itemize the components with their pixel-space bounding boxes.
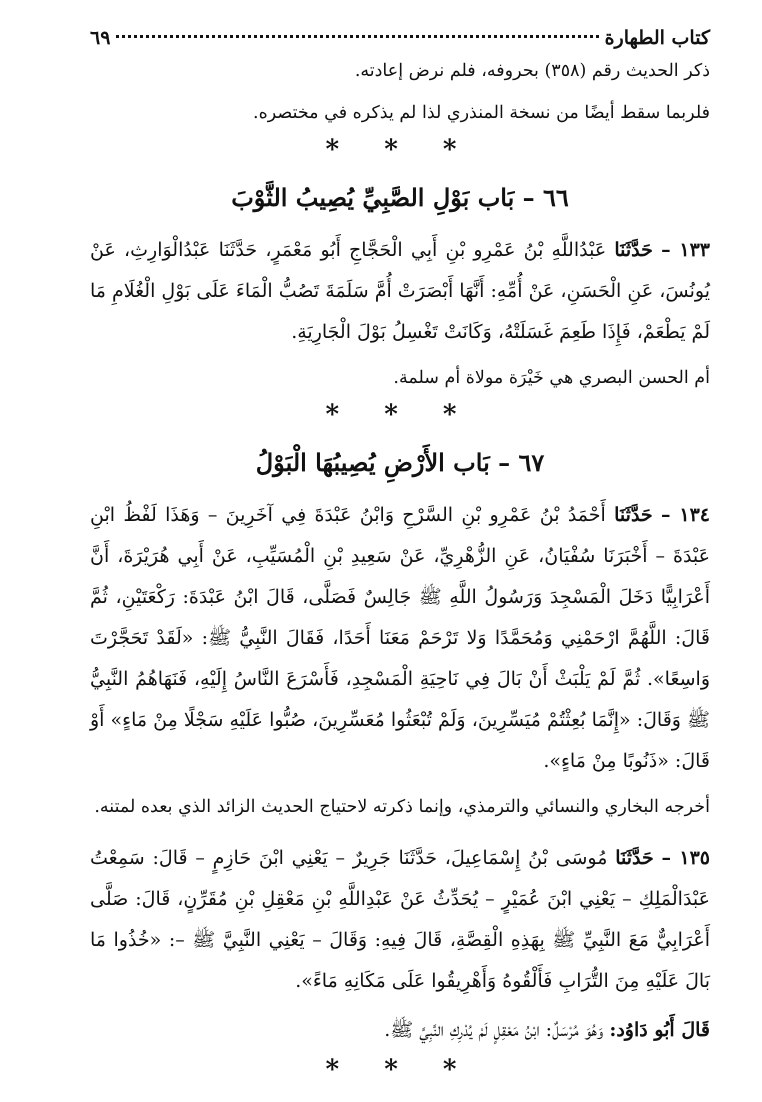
hadith-paragraph	[90, 495, 710, 782]
commentary-text: أم الحسن البصري هي خَيْرَة مولاة أم سلمة.	[393, 368, 710, 388]
footnote-text: فلربما سقط أيضًا من نسخة المنذري لذا لم يذكره في مختصره.	[253, 103, 710, 123]
book-page	[90, 24, 710, 1090]
section-separator: * * *	[325, 135, 475, 165]
hadith-number: ١٣٥ –	[661, 847, 710, 869]
section-separator: * * *	[325, 400, 475, 430]
book-title: كتاب الطهارة	[604, 27, 710, 49]
abu-dawud-comment	[90, 1010, 710, 1050]
hadith-text: أَحْمَدُ بْنُ عَمْرِو بْنِ السَّرْحِ وَابْنُ عَبْدَةَ فِي آخَرِينَ – وَهَذَا لَفْظُ ابْنِ عَبْدَةَ – أَخْبَرَنَا سُفْيَانُ، عَنِ الزُّهْرِيِّ، عَنْ سَعِيدِ بْنِ الْمُسَيِّبِ، عَنْ أَبِي هُرَيْرَةَ، أَنَّ أَعْرَابِيًّا دَخَلَ الْمَسْجِدَ وَرَسُولُ اللَّهِ ﷺ جَالِسٌ فَصَلَّى، قَالَ ابْنُ عَبْدَةَ: رَكْعَتَيْنِ، ثُمَّ قَالَ: اللَّهُمَّ ارْحَمْنِي وَمُحَمَّدًا وَلا تَرْحَمْ مَعَنَا أَحَدًا، فَقَالَ النَّبِيُّ ﷺ: «لَقَدْ تَحَجَّرْتَ وَاسِعًا». ثُمَّ لَمْ يَلْبَثْ أَنْ بَالَ فِي نَاحِيَةِ الْمَسْجِدِ، فَأَسْرَعَ النَّاسُ إِلَيْهِ، فَنَهَاهُمُ النَّبِيُّ ﷺ وَقَالَ: «إِنَّمَا بُعِثْتُمْ مُيَسِّرِينَ، وَلَمْ تُبْعَثُوا مُعَسِّرِينَ، صُبُّوا عَلَيْهِ سَجْلًا مِنْ مَاءٍ» أَوْ قَالَ: «ذَنُوبًا مِنْ مَاءٍ».	[90, 504, 710, 772]
running-header	[90, 24, 710, 54]
hadith-text: مُوسَى بْنُ إِسْمَاعِيلَ، حَدَّثَنَا جَرِيرٌ – يَعْنِي ابْنَ حَازِمٍ – قَالَ: سَمِعْتُ عَبْدَالْمَلِكِ – يَعْنِي ابْنَ عُمَيْرٍ – يُحَدِّثُ عَنْ عَبْدِاللَّهِ بْنِ مَعْقِلِ بْنِ مُقَرِّنٍ، قَالَ: صَلَّى أَعْرَابِيٌّ مَعَ النَّبِيِّ ﷺ بِهَذِهِ الْقِصَّةِ، قَالَ فِيهِ: وَقَالَ – يَعْنِي النَّبِيَّ ﷺ –: «خُذُوا مَا بَالَ عَلَيْهِ مِنَ التُّرَابِ فَأَلْقُوهُ وَأَهْرِيقُوا عَلَى مَكَانِهِ مَاءً».	[90, 847, 710, 992]
narration-lead: حَدَّثَنَا	[614, 239, 653, 261]
narration-lead: حَدَّثَنَا	[614, 504, 653, 526]
narration-lead: حَدَّثَنَا	[615, 847, 654, 869]
abu-dawud-lead: قَالَ أَبُو دَاوُد:	[609, 1019, 710, 1041]
hadith-paragraph	[90, 230, 710, 353]
chapter-heading: ٦٦ – بَاب بَوْلِ الصَّبِيِّ يُصِيبُ الثَّوْبَ	[231, 183, 569, 212]
hadith-number: ١٣٣ –	[661, 239, 710, 261]
hadith-paragraph	[90, 838, 710, 1002]
commentary-text: أخرجه البخاري والنسائي والترمذي، وإنما ذكرته لاحتياج الحديث الزائد الذي بعده لمتنه.	[94, 797, 710, 817]
chapter-heading: ٦٧ – بَاب الأَرْضِ يُصِيبُهَا الْبَوْلُ	[255, 448, 545, 477]
section-separator: * * *	[325, 1055, 475, 1085]
abu-dawud-text: وَهُوَ مُرْسَلٌ: ابْنُ مَعْقِلٍ لَمْ يُدْرِكِ النَّبِيَّ ﷺ.	[384, 1019, 604, 1041]
hadith-number: ١٣٤ –	[661, 504, 711, 526]
hadith-text: عَبْدُاللَّهِ بْنُ عَمْرِو بْنِ أَبِي الْحَجَّاجِ أَبُو مَعْمَرٍ، حَدَّثَنَا عَبْدُالْوَارِثِ، عَنْ يُونُسَ، عَنِ الْحَسَنِ، عَنْ أُمِّهِ: أَنَّهَا أَبْصَرَتْ أُمَّ سَلَمَةَ تَصُبُّ الْمَاءَ عَلَى بَوْلِ الْغُلَامِ مَا لَمْ يَطْعَمْ، فَإِذَا طَعِمَ غَسَلَتْهُ، وَكَانَتْ تَغْسِلُ بَوْلَ الْجَارِيَةِ.	[90, 239, 710, 343]
dotted-leader	[116, 35, 598, 38]
page-number: ٦٩	[90, 27, 111, 49]
footnote-text: ذكر الحديث رقم (٣٥٨) بحروفه، فلم نرض إعادته.	[354, 61, 710, 81]
